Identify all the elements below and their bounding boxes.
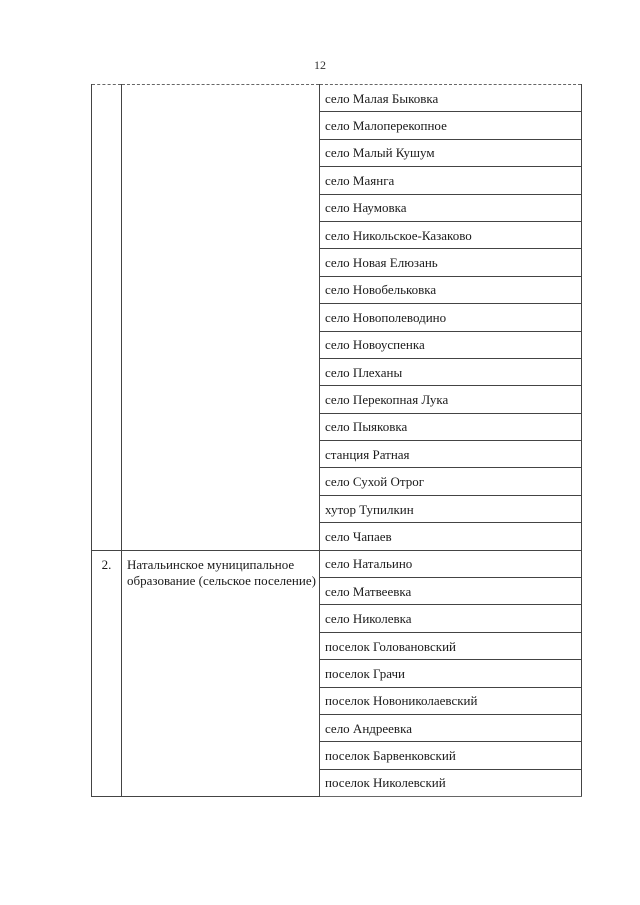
page-number: 12 [314,58,326,72]
settlement-cell: село Малая Быковка [320,85,582,112]
settlement-cell: село Перекопная Лука [320,386,582,413]
settlement-cell: село Маянга [320,167,582,194]
settlement-cell: село Андреевка [320,714,582,741]
settlement-cell: село Матвеевка [320,578,582,605]
settlement-cell: село Новоуспенка [320,331,582,358]
settlement-cell: село Малоперекопное [320,112,582,139]
settlement-cell: поселок Головановский [320,632,582,659]
municipality-name-cell: Натальинское муниципальное образование (сельское поселение) [122,550,320,797]
municipality-name-cell [122,85,320,551]
settlements-table [91,84,582,797]
settlement-cell: село Никольское-Казаково [320,221,582,248]
settlement-cell: хутор Тупилкин [320,495,582,522]
settlement-cell: поселок Барвенковский [320,742,582,769]
settlement-cell: поселок Новониколаевский [320,687,582,714]
entry-number-cell [92,85,122,551]
entry-number-cell: 2. [92,550,122,797]
settlement-cell: село Николевка [320,605,582,632]
settlement-cell: село Малый Кушум [320,139,582,166]
table-row [92,85,582,112]
settlement-cell: село Наумовка [320,194,582,221]
settlement-cell: село Новая Елюзань [320,249,582,276]
settlement-cell: поселок Грачи [320,660,582,687]
settlement-cell: село Сухой Отрог [320,468,582,495]
settlement-cell: село Плеханы [320,358,582,385]
settlement-cell: село Чапаев [320,523,582,550]
settlement-cell: село Новополеводино [320,304,582,331]
settlement-cell: село Пыяковка [320,413,582,440]
table-row [92,550,582,577]
settlement-cell: село Натальино [320,550,582,577]
settlement-cell: село Новобельковка [320,276,582,303]
settlement-cell: станция Ратная [320,441,582,468]
settlement-cell: поселок Николевский [320,769,582,796]
